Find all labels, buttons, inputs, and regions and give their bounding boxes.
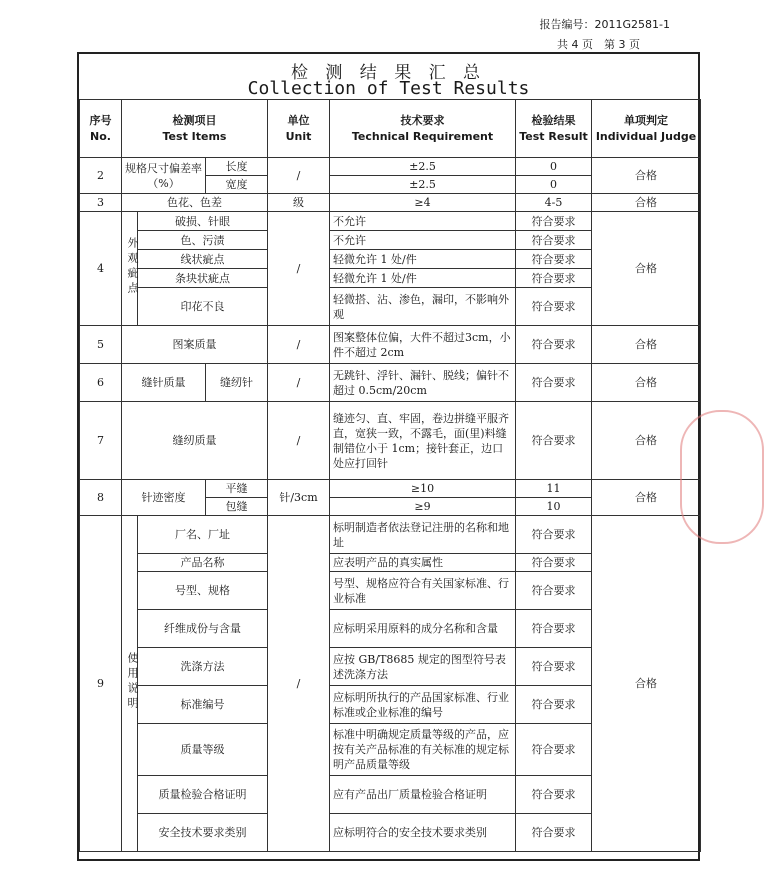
title-zh: 检 测 结 果 汇 总 bbox=[290, 63, 487, 83]
row-result: 0 bbox=[516, 158, 592, 176]
row-requirement: 应标明所执行的产品国家标准、行业标准或企业标准的编号 bbox=[330, 686, 516, 724]
row-result: 符合要求 bbox=[516, 572, 592, 610]
row-item: 图案质量 bbox=[122, 326, 268, 364]
row-item: 产品名称 bbox=[138, 554, 268, 572]
row-result: 符合要求 bbox=[516, 326, 592, 364]
row-requirement: 标准中明确规定质量等级的产品，应按有关产品标准的有关标准的规定标明产品质量等级 bbox=[330, 724, 516, 776]
row-result: 符合要求 bbox=[516, 516, 592, 554]
header-items: 检测项目 Test Items bbox=[122, 100, 268, 158]
row-judge: 合格 bbox=[592, 194, 701, 212]
row-unit: / bbox=[268, 326, 330, 364]
row-requirement: 图案整体位偏，大件不超过3cm，小件不超过 2cm bbox=[330, 326, 516, 364]
row-item: 安全技术要求类别 bbox=[138, 814, 268, 852]
header-no: 序号 No. bbox=[80, 100, 122, 158]
row-item: 洗涤方法 bbox=[138, 648, 268, 686]
row-no: 8 bbox=[80, 480, 122, 516]
row-item: 厂名、厂址 bbox=[138, 516, 268, 554]
row-no: 3 bbox=[80, 194, 122, 212]
row-judge: 合格 bbox=[592, 326, 701, 364]
row-result: 4-5 bbox=[516, 194, 592, 212]
row-requirement: 无跳针、浮针、漏针、脱线；偏针不超过 0.5cm/20cm bbox=[330, 364, 516, 402]
title-en: Collection of Test Results bbox=[247, 78, 530, 99]
row-requirement: 不允许 bbox=[330, 231, 516, 250]
row-judge: 合格 bbox=[592, 212, 701, 326]
results-frame bbox=[77, 52, 700, 861]
row-judge: 合格 bbox=[592, 516, 701, 852]
row-item: 号型、规格 bbox=[138, 572, 268, 610]
table-row bbox=[80, 516, 701, 554]
row-requirement: 轻微搭、沾、渗色，漏印，不影响外观 bbox=[330, 288, 516, 326]
row-item: 线状疵点 bbox=[138, 250, 268, 269]
row-no: 4 bbox=[80, 212, 122, 326]
row-unit: / bbox=[268, 364, 330, 402]
row-item: 缝纫质量 bbox=[122, 402, 268, 480]
row-result: 符合要求 bbox=[516, 776, 592, 814]
row-item: 色花、色差 bbox=[122, 194, 268, 212]
row-unit: 针/3cm bbox=[268, 480, 330, 516]
row-requirement: 应标明采用原料的成分名称和含量 bbox=[330, 610, 516, 648]
header-result: 检验结果 Test Result bbox=[516, 100, 592, 158]
row-no: 6 bbox=[80, 364, 122, 402]
row-requirement: 不允许 bbox=[330, 212, 516, 231]
row-result: 11 bbox=[516, 480, 592, 498]
row-requirement: 号型、规格应符合有关国家标准、行业标准 bbox=[330, 572, 516, 610]
row-item: 色、污渍 bbox=[138, 231, 268, 250]
table-row bbox=[80, 364, 701, 402]
header-unit: 单位 Unit bbox=[268, 100, 330, 158]
row-requirement: ±2.5 bbox=[330, 176, 516, 194]
row-subitem: 长度 bbox=[206, 158, 268, 176]
row-requirement: 应表明产品的真实属性 bbox=[330, 554, 516, 572]
row-result: 符合要求 bbox=[516, 364, 592, 402]
row-item: 条块状疵点 bbox=[138, 269, 268, 288]
row-requirement: 缝迹匀、直、牢固，卷边拼缝平服齐直，宽狭一致，不露毛，面(里)料缝制错位小于 1cm；接针套正，边口处应打回针 bbox=[330, 402, 516, 480]
row-item: 质量检验合格证明 bbox=[138, 776, 268, 814]
row-result: 符合要求 bbox=[516, 250, 592, 269]
row-result: 符合要求 bbox=[516, 814, 592, 852]
row-result: 符合要求 bbox=[516, 402, 592, 480]
row-no: 2 bbox=[80, 158, 122, 194]
table-row bbox=[80, 402, 701, 480]
row-unit: / bbox=[268, 212, 330, 326]
row-result: 符合要求 bbox=[516, 724, 592, 776]
row-result: 符合要求 bbox=[516, 288, 592, 326]
row-result: 10 bbox=[516, 498, 592, 516]
row-item: 标准编号 bbox=[138, 686, 268, 724]
row-item: 质量等级 bbox=[138, 724, 268, 776]
row-subitem: 缝纫针 bbox=[206, 364, 268, 402]
row-no: 5 bbox=[80, 326, 122, 364]
row-unit: / bbox=[268, 158, 330, 194]
row-unit: / bbox=[268, 516, 330, 852]
row-requirement: 应按 GB/T8685 规定的图型符号表述洗涤方法 bbox=[330, 648, 516, 686]
row-requirement: 轻微允许 1 处/件 bbox=[330, 269, 516, 288]
row-requirement: ≥9 bbox=[330, 498, 516, 516]
row-unit: / bbox=[268, 402, 330, 480]
row-result: 符合要求 bbox=[516, 686, 592, 724]
row-item: 针迹密度 bbox=[122, 480, 206, 516]
row-item: 规格尺寸偏差率（%） bbox=[122, 158, 206, 194]
row-no: 7 bbox=[80, 402, 122, 480]
row-judge: 合格 bbox=[592, 158, 701, 194]
row-item: 缝针质量 bbox=[122, 364, 206, 402]
row-result: 0 bbox=[516, 176, 592, 194]
row-item: 破损、针眼 bbox=[138, 212, 268, 231]
table-row bbox=[80, 480, 701, 498]
row-item: 纤维成份与含量 bbox=[138, 610, 268, 648]
row-item: 印花不良 bbox=[138, 288, 268, 326]
row-unit: 级 bbox=[268, 194, 330, 212]
row-no: 9 bbox=[80, 516, 122, 852]
row-requirement: ±2.5 bbox=[330, 158, 516, 176]
header-judge: 单项判定 Individual Judge bbox=[592, 100, 701, 158]
table-row bbox=[80, 326, 701, 364]
table-row bbox=[80, 194, 701, 212]
row-result: 符合要求 bbox=[516, 212, 592, 231]
row-subitem: 平缝 bbox=[206, 480, 268, 498]
row-requirement: 应标明符合的安全技术要求类别 bbox=[330, 814, 516, 852]
row-judge: 合格 bbox=[592, 402, 701, 480]
row-group: 使用说明 bbox=[122, 516, 138, 852]
header-requirement: 技术要求 Technical Requirement bbox=[330, 100, 516, 158]
table-row bbox=[80, 158, 701, 176]
row-requirement: 标明制造者依法登记注册的名称和地址 bbox=[330, 516, 516, 554]
seal-stamp bbox=[680, 410, 764, 544]
results-table bbox=[79, 99, 701, 852]
page-count: 共 4 页 第 3 页 bbox=[557, 38, 640, 51]
row-requirement: ≥4 bbox=[330, 194, 516, 212]
header-row bbox=[80, 100, 701, 158]
row-result: 符合要求 bbox=[516, 610, 592, 648]
row-result: 符合要求 bbox=[516, 231, 592, 250]
row-group: 外观疵点 bbox=[122, 212, 138, 326]
row-judge: 合格 bbox=[592, 364, 701, 402]
row-result: 符合要求 bbox=[516, 269, 592, 288]
row-requirement: 轻微允许 1 处/件 bbox=[330, 250, 516, 269]
row-judge: 合格 bbox=[592, 480, 701, 516]
row-result: 符合要求 bbox=[516, 648, 592, 686]
row-requirement: ≥10 bbox=[330, 480, 516, 498]
report-number: 报告编号：2011G2581-1 bbox=[539, 18, 670, 31]
row-subitem: 包缝 bbox=[206, 498, 268, 516]
row-result: 符合要求 bbox=[516, 554, 592, 572]
row-requirement: 应有产品出厂质量检验合格证明 bbox=[330, 776, 516, 814]
row-subitem: 宽度 bbox=[206, 176, 268, 194]
table-row bbox=[80, 212, 701, 231]
